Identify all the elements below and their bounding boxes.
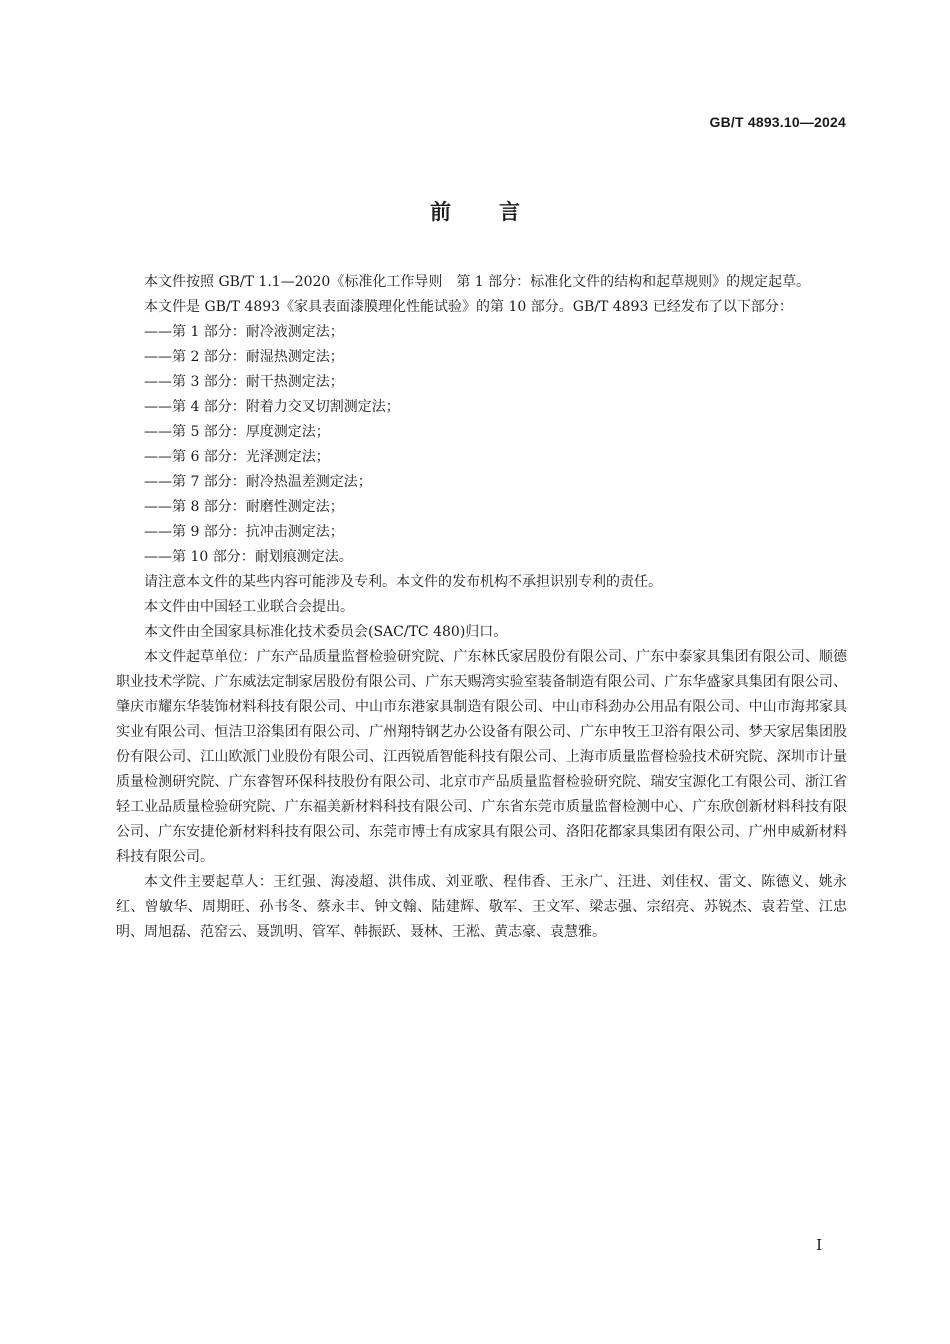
- standard-number: GB/T 4893.10—2024: [709, 114, 846, 130]
- list-item: ——第 4 部分：附着力交叉切割测定法；: [144, 399, 400, 415]
- list-item: ——第 3 部分：耐干热测定法；: [144, 374, 344, 390]
- list-item: ——第 7 部分：耐冷热温差测定法；: [144, 474, 372, 490]
- drafters-paragraph: 本文件主要起草人：王红强、海凌超、洪伟成、刘亚歌、程伟香、王永广、汪进、刘佳权、雷文、陈德义、姚永红、曾敏华、周期旺、孙书冬、蔡永丰、钟文翰、陆建辉、敬军、王文军、梁志强、宗绍亮、苏锐杰、袁若堂、江忠明、周旭磊、范窑云、聂凯明、管军、韩振跃、聂林、王淞、黄志豪、袁慧雅。: [116, 874, 847, 940]
- patent-notice-paragraph: 请注意本文件的某些内容可能涉及专利。本文件的发布机构不承担识别专利的责任。: [144, 574, 662, 590]
- list-item: ——第 5 部分：厚度测定法；: [144, 424, 330, 440]
- committee-paragraph: 本文件由全国家具标准化技术委员会(SAC/TC 480)归口。: [144, 624, 508, 640]
- document-body: [116, 270, 847, 945]
- page-title: 前言: [430, 200, 568, 224]
- page-number: I: [816, 1236, 822, 1254]
- list-item: ——第 1 部分：耐冷液测定法；: [144, 324, 344, 340]
- series-parts-paragraph: 本文件是 GB/T 4893《家具表面漆膜理化性能试验》的第 10 部分。GB/T 4893 已经发布了以下部分：: [144, 299, 793, 315]
- list-item: ——第 10 部分：耐划痕测定法。: [144, 549, 353, 565]
- drafting-rules-paragraph: 本文件按照 GB/T 1.1—2020《标准化工作导则 第 1 部分：标准化文件的结构和起草规则》的规定起草。: [144, 274, 811, 290]
- proposer-paragraph: 本文件由中国轻工业联合会提出。: [144, 599, 354, 615]
- list-item: ——第 6 部分：光泽测定法；: [144, 449, 330, 465]
- list-item: ——第 8 部分：耐磨性测定法；: [144, 499, 344, 515]
- list-item: ——第 9 部分：抗冲击测定法；: [144, 524, 344, 540]
- drafting-units-paragraph: 本文件起草单位：广东产品质量监督检验研究院、广东林氏家居股份有限公司、广东中泰家具集团有限公司、顺德职业技术学院、广东威法定制家居股份有限公司、广东天赐湾实验室装备制造有限公司、广东华盛家具集团有限公司、肇庆市耀东华装饰材料科技有限公司、中山市东港家具制造有限公司、中山市科劲办公用品有限公司、中山市海邦家具实业有限公司、恒洁卫浴集团有限公司、广州翔特钢艺办公设备有限公司、广东申牧王卫浴有限公司、梦天家居集团股份有限公司、江山欧派门业股份有限公司、江西锐盾智能科技有限公司、上海市质量监督检验技术研究院、深圳市计量质量检测研究院、广东睿智环保科技股份有限公司、北京市产品质量监督检验研究院、瑞安宝源化工有限公司、浙江省轻工业品质量检验研究院、广东福美新材料科技有限公司、广东省东莞市质量监督检测中心、广东欣创新材料科技有限公司、广东安捷伦新材料科技有限公司、东莞市博士有成家具有限公司、洛阳花都家具集团有限公司、广州申威新材料科技有限公司。: [116, 649, 847, 865]
- list-item: ——第 2 部分：耐湿热测定法；: [144, 349, 344, 365]
- parts-list: [116, 320, 847, 570]
